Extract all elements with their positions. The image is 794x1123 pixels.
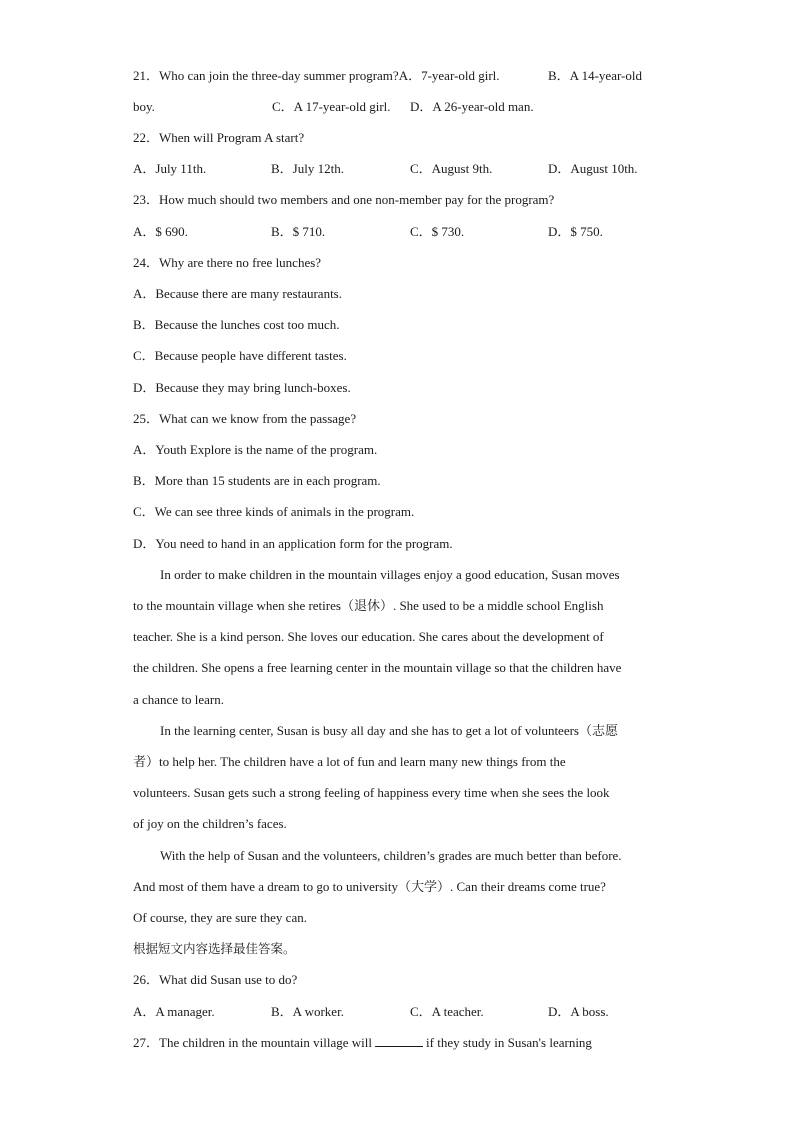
q22-option-b: B．July 12th.: [271, 161, 344, 176]
passage-p1-line3: teacher. She is a kind person. She loves our education. She cares about the development of: [133, 629, 604, 644]
passage-p1-line4: the children. She opens a free learning center in the mountain village so that the children have: [133, 660, 622, 675]
q24-option-a: A．Because there are many restaurants.: [133, 286, 342, 301]
q26-option-a: A．A manager.: [133, 1004, 215, 1019]
passage-p2-line1: In the learning center, Susan is busy all day and she has to get a lot of volunteers（志愿: [160, 723, 618, 738]
passage-p3-line3: Of course, they are sure they can.: [133, 910, 307, 925]
q23-stem: 23．How much should two members and one non-member pay for the program?: [133, 192, 555, 207]
q21-option-c: C．A 17-year-old girl.: [272, 99, 391, 114]
q25-option-b: B．More than 15 students are in each program.: [133, 473, 381, 488]
passage-p3-line1: With the help of Susan and the volunteers, children’s grades are much better than before.: [160, 848, 622, 863]
q26-stem: 26．What did Susan use to do?: [133, 972, 298, 987]
q21-option-b: B．A 14-year-old: [548, 68, 642, 83]
q25-option-d: D．You need to hand in an application form for the program.: [133, 536, 453, 551]
q25-stem: 25．What can we know from the passage?: [133, 411, 357, 426]
q24-option-d: D．Because they may bring lunch-boxes.: [133, 380, 351, 395]
q27-stem: [133, 1035, 592, 1051]
q26-option-d: D．A boss.: [548, 1004, 609, 1019]
q26-option-c: C．A teacher.: [410, 1004, 484, 1019]
passage-p1-line1: In order to make children in the mountain villages enjoy a good education, Susan moves: [160, 567, 620, 582]
q21-continuation: boy.: [133, 99, 155, 114]
q23-option-c: C．$ 730.: [410, 224, 465, 239]
q22-option-a: A．July 11th.: [133, 161, 207, 176]
q25-option-c: C．We can see three kinds of animals in the program.: [133, 504, 415, 519]
q26-option-b: B．A worker.: [271, 1004, 344, 1019]
q25-option-a: A．Youth Explore is the name of the program.: [133, 442, 378, 457]
passage-p2-line2: 者）to help her. The children have a lot of fun and learn many new things from the: [133, 754, 566, 769]
passage-p2-line4: of joy on the children’s faces.: [133, 816, 287, 831]
q27-stem-before: 27．The children in the mountain village will: [133, 1035, 373, 1050]
instruction-text: 根据短文内容选择最佳答案。: [133, 941, 296, 956]
q23-option-a: A．$ 690.: [133, 224, 188, 239]
passage-p2-line3: volunteers. Susan gets such a strong feeling of happiness every time when she sees the look: [133, 785, 610, 800]
q21-option-d: D．A 26-year-old man.: [410, 99, 534, 114]
passage-p1-line5: a chance to learn.: [133, 692, 224, 707]
q22-option-c: C．August 9th.: [410, 161, 493, 176]
q23-option-b: B．$ 710.: [271, 224, 326, 239]
q22-option-d: D．August 10th.: [548, 161, 638, 176]
passage-p1-line2: to the mountain village when she retires（退休）. She used to be a middle school English: [133, 598, 604, 613]
q27-stem-after: if they study in Susan's learning: [426, 1035, 592, 1050]
q24-option-b: B．Because the lunches cost too much.: [133, 317, 340, 332]
q24-stem: 24．Why are there no free lunches?: [133, 255, 322, 270]
q27-answer-blank: [375, 1035, 423, 1047]
passage-p3-line2: And most of them have a dream to go to university（大学）. Can their dreams come true?: [133, 879, 606, 894]
q22-stem: 22．When will Program A start?: [133, 130, 305, 145]
q23-option-d: D．$ 750.: [548, 224, 603, 239]
q21-stem: 21．Who can join the three-day summer program?A．7-year-old girl.: [133, 68, 500, 83]
q24-option-c: C．Because people have different tastes.: [133, 348, 347, 363]
